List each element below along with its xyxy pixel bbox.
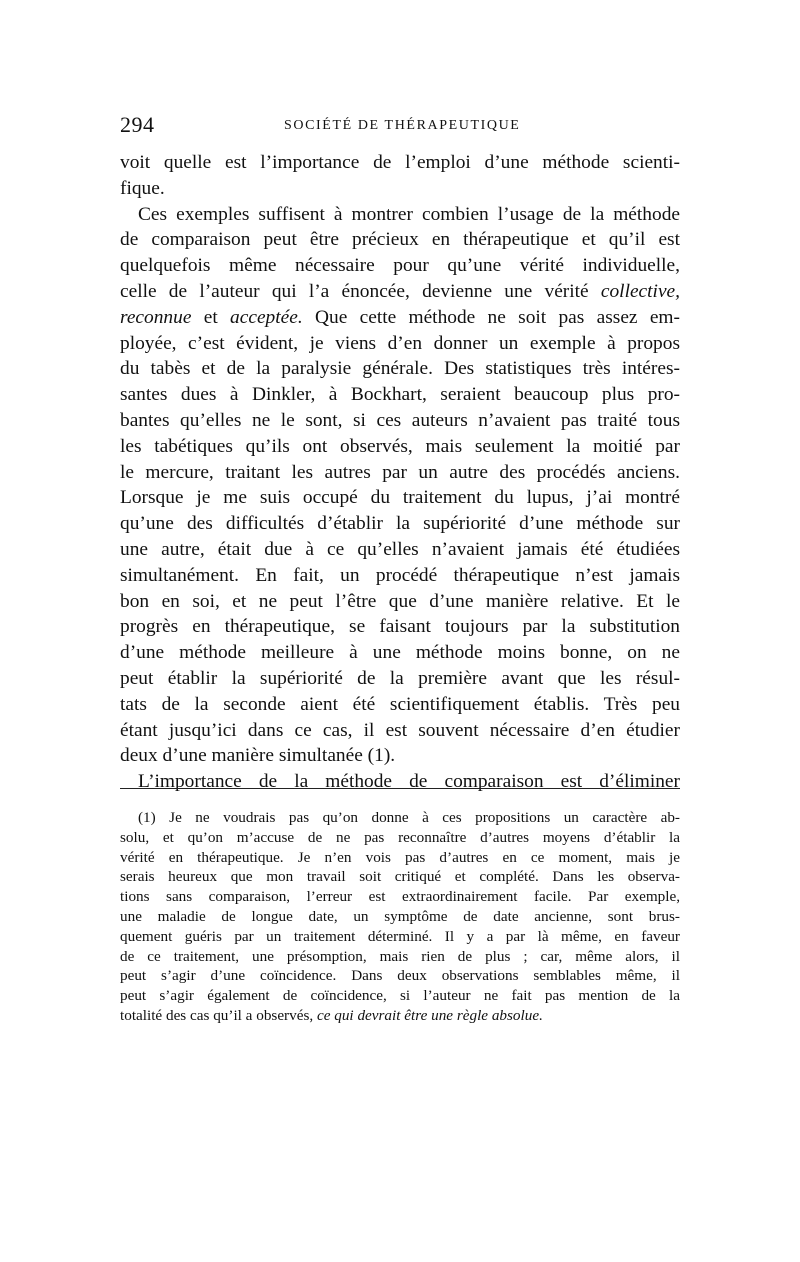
footnote-line: serais heureux que mon travail soit critiqué et complété. Dans les observa- xyxy=(120,868,680,886)
text-line: Lorsque je me suis occupé du traitement du lupus, j’ai montré xyxy=(120,487,680,509)
page-header xyxy=(120,112,680,142)
text-line: simultanément. En fait, un procédé thérapeutique n’est jamais xyxy=(120,564,680,586)
italic-term-collective: collective, xyxy=(600,280,680,302)
text-line: de comparaison peut être précieux en thérapeutique et qu’il est xyxy=(120,229,680,251)
text-line xyxy=(120,279,680,305)
text-segment: celle de l’auteur qui l’a énoncée, devienne une vérité xyxy=(120,280,601,302)
text-segment: totalité des cas qu’il a observés, xyxy=(120,1006,317,1024)
running-head: SOCIÉTÉ DE THÉRAPEUTIQUE xyxy=(284,118,521,133)
footnote-line: vérité en thérapeutique. Je n’en vois pas d’autres en ce moment, mais je xyxy=(120,848,680,866)
footnote-line: tions sans comparaison, l’erreur est extraordinairement facile. Par exemple, xyxy=(120,888,680,906)
footnote-line xyxy=(120,1006,680,1026)
footnote-line: de ce traitement, une présomption, mais rien de plus ; car, même alors, il xyxy=(120,947,680,965)
text-line: deux d’une manière simultanée (1). xyxy=(120,745,396,767)
footnote-line: quement guéris par un traitement déterminé. Il y a par là même, en faveur xyxy=(120,927,680,945)
text-line: santes dues à Dinkler, à Bockhart, seraient beaucoup plus pro- xyxy=(120,384,680,406)
text-line: bantes qu’elles ne le sont, si ces auteurs n’avaient pas traité tous xyxy=(120,409,680,431)
italic-phrase: ce qui devrait être une règle absolue. xyxy=(316,1006,543,1024)
body-text xyxy=(120,150,680,795)
text-line: les tabétiques qu’ils ont observés, mais seulement la moitié par xyxy=(120,435,680,457)
text-line: L’importance de la méthode de comparaison est d’éliminer xyxy=(138,771,680,793)
text-line: tats de la seconde aient été scientifiquement établis. Très peu xyxy=(120,693,680,715)
text-line: peut établir la supériorité de la première avant que les résul- xyxy=(120,667,680,689)
text-line: quelquefois même nécessaire pour qu’une vérité individuelle, xyxy=(120,255,680,277)
text-line: voit quelle est l’importance de l’emploi d’une méthode scienti- xyxy=(120,152,680,173)
text-line: du tabès et de la paralysie générale. Des statistiques très intéres- xyxy=(120,358,680,380)
italic-term-acceptee: acceptée. xyxy=(230,306,303,328)
text-line: progrès en thérapeutique, se faisant toujours par la substitution xyxy=(120,616,680,638)
footnote xyxy=(120,808,680,1026)
text-line: d’une méthode meilleure à une méthode moins bonne, on ne xyxy=(120,642,680,664)
text-line: étant jusqu’ici dans ce cas, il est souvent nécessaire d’en étudier xyxy=(120,719,680,741)
page-number: 294 xyxy=(120,112,155,137)
footnote-line: peut s’agir d’une coïncidence. Dans deux observations semblables même, il xyxy=(120,967,680,985)
text-line: bon en soi, et ne peut l’être que d’une manière relative. Et le xyxy=(120,590,680,612)
footnote-line: (1) Je ne voudrais pas qu’on donne à ces propositions un caractère ab- xyxy=(138,809,680,826)
footnote-line: une maladie de longue date, un symptôme de date ancienne, sont brus- xyxy=(120,907,680,925)
text-line xyxy=(120,305,680,331)
text-line: Ces exemples suffisent à montrer combien l’usage de la méthode xyxy=(138,203,680,225)
text-segment: et xyxy=(191,306,231,328)
footnote-line: peut s’agir également de coïncidence, si l’auteur ne fait pas mention de la xyxy=(120,987,680,1005)
italic-term-reconnue: reconnue xyxy=(120,306,192,328)
text-line: qu’une des difficultés d’établir la supériorité d’une méthode sur xyxy=(120,513,680,535)
text-line: ployée, c’est évident, je viens d’en donner un exemple à propos xyxy=(120,332,680,354)
text-segment: Que cette méthode ne soit pas assez em- xyxy=(302,306,680,328)
footnote-separator xyxy=(120,788,680,789)
text-line: fique. xyxy=(120,177,165,199)
text-line: le mercure, traitant les autres par un autre des procédés anciens. xyxy=(120,461,680,483)
footnote-line: solu, et qu’on m’accuse de ne pas reconnaître d’autres moyens d’établir la xyxy=(120,828,680,846)
text-line: une autre, était due à ce qu’elles n’avaient jamais été étudiées xyxy=(120,538,680,560)
